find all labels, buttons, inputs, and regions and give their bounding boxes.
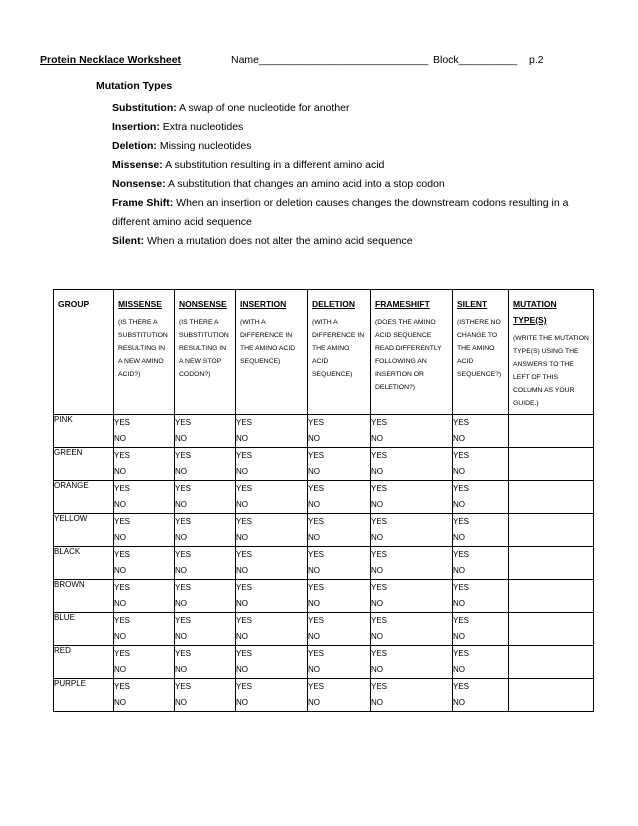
yes-option[interactable]: YES — [114, 550, 131, 559]
group-label: PURPLE — [54, 679, 114, 712]
no-option[interactable]: NO — [371, 665, 383, 674]
cell-frameshift — [371, 547, 453, 580]
column-header-nonsense: NONSENSE (IS THERE A SUBSTITUTION RESULTING IN A NEW STOP CODON?) — [175, 290, 236, 415]
no-option[interactable]: NO — [453, 632, 465, 641]
no-option[interactable]: NO — [236, 467, 248, 476]
cell-frameshift — [371, 580, 453, 613]
cell-silent — [453, 448, 509, 481]
cell-nonsense — [175, 448, 236, 481]
yes-option[interactable]: YES — [308, 649, 325, 658]
mutation-types-heading: Mutation Types — [96, 80, 173, 92]
column-header-insertion: INSERTION (WITH A DIFFERENCE IN THE AMINO ACID SEQUENCE) — [236, 290, 308, 415]
mutation-type-answer-cell[interactable] — [509, 613, 594, 646]
yes-option[interactable]: YES — [453, 484, 470, 493]
no-option[interactable]: NO — [236, 632, 248, 641]
yes-option[interactable]: YES — [236, 451, 253, 460]
cell-deletion — [308, 514, 371, 547]
cell-insertion — [236, 679, 308, 712]
cell-silent — [453, 613, 509, 646]
table-row — [54, 547, 594, 580]
mutation-type-answer-cell[interactable] — [509, 481, 594, 514]
cell-silent — [453, 415, 509, 448]
cell-insertion — [236, 613, 308, 646]
column-header-missense: MISSENSE (IS THERE A SUBSTITUTION RESULTING IN A NEW AMINO ACID?) — [114, 290, 175, 415]
mutation-type-answer-cell[interactable] — [509, 448, 594, 481]
yes-option[interactable]: YES — [308, 484, 325, 493]
cell-deletion — [308, 481, 371, 514]
cell-silent — [453, 580, 509, 613]
cell-nonsense — [175, 646, 236, 679]
yes-option[interactable]: YES — [453, 583, 470, 592]
yes-option[interactable]: YES — [371, 649, 388, 658]
yes-option[interactable]: YES — [175, 550, 192, 559]
cell-missense — [114, 580, 175, 613]
table-header-row — [54, 290, 594, 415]
yes-option[interactable]: YES — [308, 550, 325, 559]
cell-insertion — [236, 481, 308, 514]
yes-option[interactable]: YES — [236, 616, 253, 625]
no-option[interactable]: NO — [371, 500, 383, 509]
cell-frameshift — [371, 481, 453, 514]
yes-option[interactable]: YES — [371, 484, 388, 493]
no-option[interactable]: NO — [308, 665, 320, 674]
no-option[interactable]: NO — [236, 665, 248, 674]
cell-deletion — [308, 448, 371, 481]
yes-option[interactable]: YES — [175, 451, 192, 460]
cell-silent — [453, 679, 509, 712]
table-row — [54, 415, 594, 448]
no-option[interactable]: NO — [371, 467, 383, 476]
definition-deletion: Deletion: Missing nucleotides — [112, 140, 252, 152]
cell-missense — [114, 613, 175, 646]
cell-silent — [453, 547, 509, 580]
yes-option[interactable]: YES — [371, 550, 388, 559]
yes-option[interactable]: YES — [453, 418, 470, 427]
table-row — [54, 580, 594, 613]
mutation-table — [53, 289, 594, 712]
table-row — [54, 646, 594, 679]
cell-nonsense — [175, 481, 236, 514]
no-option[interactable]: NO — [453, 533, 465, 542]
no-option[interactable]: NO — [114, 599, 126, 608]
cell-silent — [453, 481, 509, 514]
group-label: YELLOW — [54, 514, 114, 547]
mutation-definitions — [112, 99, 602, 251]
definition-silent: Silent: When a mutation does not alter the amino acid sequence — [112, 235, 413, 247]
yes-option[interactable]: YES — [114, 418, 131, 427]
no-option[interactable]: NO — [114, 632, 126, 641]
no-option[interactable]: NO — [175, 599, 187, 608]
definition-frame-shift: Frame Shift: When an insertion or deletion causes changes the downstream codons resulting in a different amino acid sequence — [112, 197, 569, 228]
no-option[interactable]: NO — [453, 698, 465, 707]
group-label: BLACK — [54, 547, 114, 580]
no-option[interactable]: NO — [453, 566, 465, 575]
worksheet-header — [40, 52, 600, 68]
no-option[interactable]: NO — [371, 698, 383, 707]
yes-option[interactable]: YES — [371, 517, 388, 526]
yes-option[interactable]: YES — [371, 682, 388, 691]
no-option[interactable]: NO — [453, 665, 465, 674]
no-option[interactable]: NO — [114, 434, 126, 443]
yes-option[interactable]: YES — [453, 517, 470, 526]
column-header-group: GROUP — [54, 290, 114, 415]
no-option[interactable]: NO — [371, 632, 383, 641]
yes-option[interactable]: YES — [236, 649, 253, 658]
yes-option[interactable]: YES — [308, 583, 325, 592]
group-label: GREEN — [54, 448, 114, 481]
no-option[interactable]: NO — [453, 434, 465, 443]
column-header-silent: SILENT (ISTHERE NO CHANGE TO THE AMINO ACID SEQUENCE?) — [453, 290, 509, 415]
cell-deletion — [308, 613, 371, 646]
no-option[interactable]: NO — [308, 500, 320, 509]
yes-option[interactable]: YES — [236, 583, 253, 592]
yes-option[interactable]: YES — [114, 682, 131, 691]
cell-frameshift — [371, 646, 453, 679]
yes-option[interactable]: YES — [114, 616, 131, 625]
cell-frameshift — [371, 415, 453, 448]
no-option[interactable]: NO — [236, 698, 248, 707]
yes-option[interactable]: YES — [114, 451, 131, 460]
mutation-type-answer-cell[interactable] — [509, 415, 594, 448]
yes-option[interactable]: YES — [371, 583, 388, 592]
no-option[interactable]: NO — [236, 533, 248, 542]
cell-insertion — [236, 547, 308, 580]
yes-option[interactable]: YES — [371, 451, 388, 460]
yes-option[interactable]: YES — [175, 517, 192, 526]
table-row — [54, 613, 594, 646]
no-option[interactable]: NO — [114, 566, 126, 575]
no-option[interactable]: NO — [308, 533, 320, 542]
yes-option[interactable]: YES — [114, 517, 131, 526]
name-field: Name_____________________________ — [231, 54, 429, 66]
no-option[interactable]: NO — [371, 434, 383, 443]
cell-nonsense — [175, 580, 236, 613]
cell-missense — [114, 481, 175, 514]
cell-frameshift — [371, 514, 453, 547]
cell-deletion — [308, 679, 371, 712]
yes-option[interactable]: YES — [308, 616, 325, 625]
yes-option[interactable]: YES — [453, 550, 470, 559]
no-option[interactable]: NO — [175, 632, 187, 641]
no-option[interactable]: NO — [114, 665, 126, 674]
no-option[interactable]: NO — [308, 434, 320, 443]
yes-option[interactable]: YES — [236, 418, 253, 427]
cell-nonsense — [175, 547, 236, 580]
table-row — [54, 448, 594, 481]
yes-option[interactable]: YES — [175, 484, 192, 493]
mutation-type-answer-cell[interactable] — [509, 514, 594, 547]
group-label: BLUE — [54, 613, 114, 646]
mutation-type-answer-cell[interactable] — [509, 547, 594, 580]
cell-deletion — [308, 415, 371, 448]
yes-option[interactable]: YES — [175, 682, 192, 691]
no-option[interactable]: NO — [308, 467, 320, 476]
no-option[interactable]: NO — [308, 566, 320, 575]
no-option[interactable]: NO — [175, 665, 187, 674]
yes-option[interactable]: YES — [371, 418, 388, 427]
yes-option[interactable]: YES — [175, 418, 192, 427]
table-body — [54, 415, 594, 712]
cell-deletion — [308, 580, 371, 613]
cell-deletion — [308, 547, 371, 580]
yes-option[interactable]: YES — [371, 616, 388, 625]
yes-option[interactable]: YES — [308, 517, 325, 526]
mutation-type-answer-cell[interactable] — [509, 580, 594, 613]
cell-missense — [114, 547, 175, 580]
cell-frameshift — [371, 679, 453, 712]
yes-option[interactable]: YES — [236, 484, 253, 493]
definition-missense: Missense: A substitution resulting in a different amino acid — [112, 159, 385, 171]
worksheet-title: Protein Necklace Worksheet — [40, 54, 182, 66]
cell-frameshift — [371, 613, 453, 646]
yes-option[interactable]: YES — [114, 649, 131, 658]
no-option[interactable]: NO — [308, 698, 320, 707]
cell-missense — [114, 514, 175, 547]
group-label: BROWN — [54, 580, 114, 613]
no-option[interactable]: NO — [175, 500, 187, 509]
no-option[interactable]: NO — [175, 434, 187, 443]
column-header-mutation-types: MUTATION TYPE(S) (WRITE THE MUTATION TYPE(S) USING THE ANSWERS TO THE LEFT OF THIS COLUMN AS YOUR GUIDE.) — [509, 290, 594, 415]
yes-option[interactable]: YES — [453, 616, 470, 625]
no-option[interactable]: NO — [371, 566, 383, 575]
no-option[interactable]: NO — [236, 566, 248, 575]
group-label: PINK — [54, 415, 114, 448]
table-row — [54, 481, 594, 514]
no-option[interactable]: NO — [371, 533, 383, 542]
cell-insertion — [236, 415, 308, 448]
yes-option[interactable]: YES — [453, 682, 470, 691]
table-row — [54, 679, 594, 712]
no-option[interactable]: NO — [175, 533, 187, 542]
no-option[interactable]: NO — [308, 632, 320, 641]
cell-insertion — [236, 580, 308, 613]
column-header-deletion: DELETION (WITH A DIFFERENCE IN THE AMINO ACID SEQUENCE) — [308, 290, 371, 415]
no-option[interactable]: NO — [114, 698, 126, 707]
yes-option[interactable]: YES — [175, 583, 192, 592]
yes-option[interactable]: YES — [453, 451, 470, 460]
yes-option[interactable]: YES — [308, 451, 325, 460]
no-option[interactable]: NO — [175, 566, 187, 575]
no-option[interactable]: NO — [236, 434, 248, 443]
yes-option[interactable]: YES — [175, 649, 192, 658]
no-option[interactable]: NO — [453, 599, 465, 608]
no-option[interactable]: NO — [308, 599, 320, 608]
yes-option[interactable]: YES — [114, 484, 131, 493]
cell-missense — [114, 679, 175, 712]
cell-deletion — [308, 646, 371, 679]
cell-silent — [453, 646, 509, 679]
yes-option[interactable]: YES — [308, 682, 325, 691]
cell-nonsense — [175, 514, 236, 547]
yes-option[interactable]: YES — [308, 418, 325, 427]
table-row — [54, 514, 594, 547]
group-label: ORANGE — [54, 481, 114, 514]
mutation-type-answer-cell[interactable] — [509, 646, 594, 679]
no-option[interactable]: NO — [114, 467, 126, 476]
cell-insertion — [236, 514, 308, 547]
no-option[interactable]: NO — [175, 698, 187, 707]
no-option[interactable]: NO — [371, 599, 383, 608]
no-option[interactable]: NO — [236, 500, 248, 509]
mutation-type-answer-cell[interactable] — [509, 679, 594, 712]
yes-option[interactable]: YES — [453, 649, 470, 658]
definition-insertion: Insertion: Extra nucleotides — [112, 121, 244, 133]
yes-option[interactable]: YES — [236, 550, 253, 559]
cell-nonsense — [175, 415, 236, 448]
cell-frameshift — [371, 448, 453, 481]
yes-option[interactable]: YES — [175, 616, 192, 625]
cell-insertion — [236, 448, 308, 481]
cell-missense — [114, 448, 175, 481]
no-option[interactable]: NO — [236, 599, 248, 608]
definition-substitution: Substitution: A swap of one nucleotide for another — [112, 102, 350, 114]
cell-nonsense — [175, 613, 236, 646]
cell-nonsense — [175, 679, 236, 712]
block-field: Block__________ — [433, 54, 518, 66]
definition-nonsense: Nonsense: A substitution that changes an amino acid into a stop codon — [112, 178, 445, 190]
no-option[interactable]: NO — [175, 467, 187, 476]
cell-insertion — [236, 646, 308, 679]
group-label: RED — [54, 646, 114, 679]
yes-option[interactable]: YES — [236, 517, 253, 526]
column-header-frameshift: FRAMESHIFT (DOES THE AMINO ACID SEQUENCE READ DIFFERENTLY FOLLOWING AN INSERTION OR DELETION?) — [371, 290, 453, 415]
cell-missense — [114, 415, 175, 448]
page-number: p.2 — [529, 54, 544, 66]
yes-option[interactable]: YES — [114, 583, 131, 592]
no-option[interactable]: NO — [453, 500, 465, 509]
no-option[interactable]: NO — [114, 533, 126, 542]
cell-silent — [453, 514, 509, 547]
cell-missense — [114, 646, 175, 679]
no-option[interactable]: NO — [114, 500, 126, 509]
yes-option[interactable]: YES — [236, 682, 253, 691]
no-option[interactable]: NO — [453, 467, 465, 476]
